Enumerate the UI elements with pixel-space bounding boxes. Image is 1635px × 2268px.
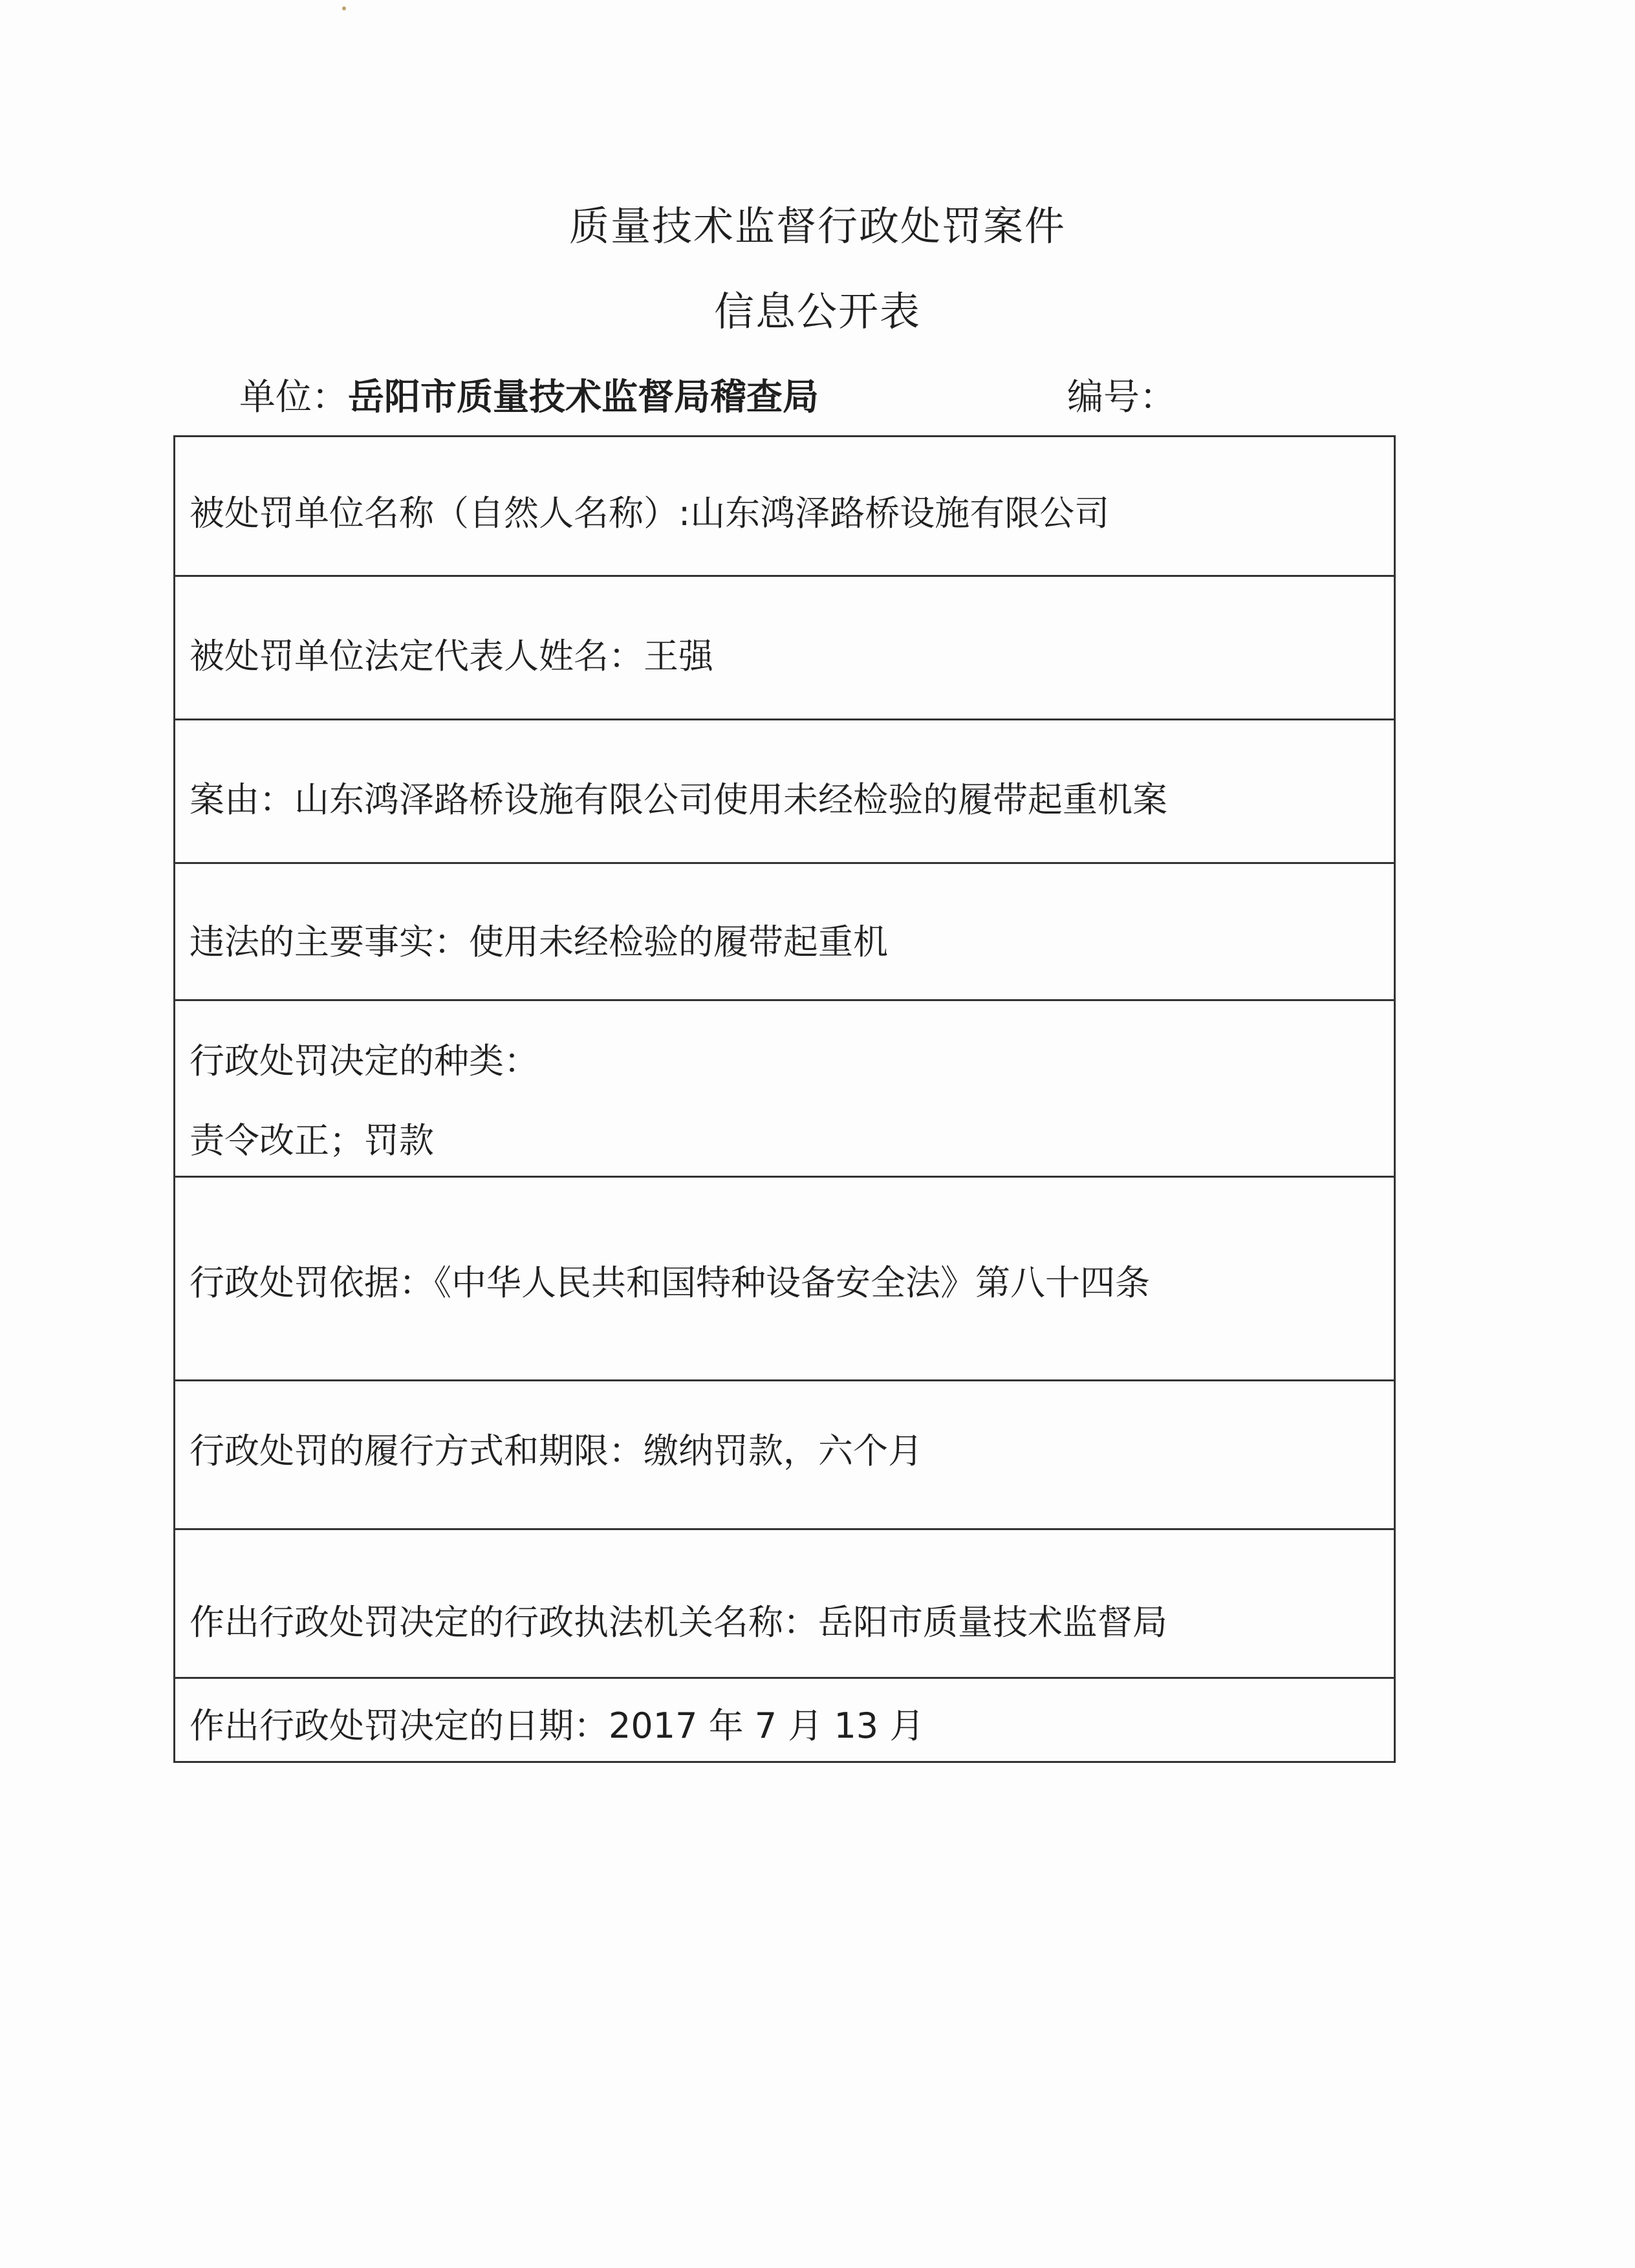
unit-label: 单位： — [239, 376, 348, 418]
row-legal-representative — [175, 577, 1394, 720]
row-decision-date — [175, 1679, 1394, 1763]
row-case-cause — [175, 720, 1394, 864]
paper-speck — [342, 6, 346, 10]
unit-value: 岳阳市质量技术监督局稽查局 — [348, 376, 819, 418]
row-text: 行政处罚的履行方式和期限：缴纳罚款，六个月 — [189, 1431, 923, 1471]
number-label: 编号： — [1067, 376, 1176, 418]
document-title: 质量技术监督行政处罚案件 — [568, 202, 1066, 250]
row-legal-basis — [175, 1178, 1394, 1381]
row-text: 行政处罚依据：《中华人民共和国特种设备安全法》第八十四条 — [189, 1262, 1150, 1303]
row-text-value: 责令改正；罚款 — [189, 1120, 434, 1161]
document-subtitle: 信息公开表 — [713, 288, 921, 335]
unit-line — [239, 369, 819, 420]
row-fulfillment — [175, 1381, 1394, 1530]
row-text: 被处罚单位名称（自然人名称）:山东鸿泽路桥设施有限公司 — [189, 493, 1110, 534]
row-penalty-type — [175, 1001, 1394, 1178]
row-text: 行政处罚决定的种类： — [189, 1041, 539, 1081]
row-main-facts — [175, 864, 1394, 1001]
row-text: 案由：山东鸿泽路桥设施有限公司使用未经检验的履带起重机案 — [189, 779, 1167, 820]
row-text: 作出行政处罚决定的行政执法机关名称：岳阳市质量技术监督局 — [189, 1602, 1167, 1643]
row-text: 作出行政处罚决定的日期：2017 年 7 月 13 月 — [189, 1705, 925, 1746]
row-text: 被处罚单位法定代表人姓名：王强 — [189, 636, 713, 676]
row-penalized-entity — [175, 437, 1394, 577]
row-text: 违法的主要事实：使用未经检验的履带起重机 — [189, 922, 888, 962]
disclosure-table — [173, 435, 1396, 1763]
row-enforcement-agency — [175, 1530, 1394, 1679]
